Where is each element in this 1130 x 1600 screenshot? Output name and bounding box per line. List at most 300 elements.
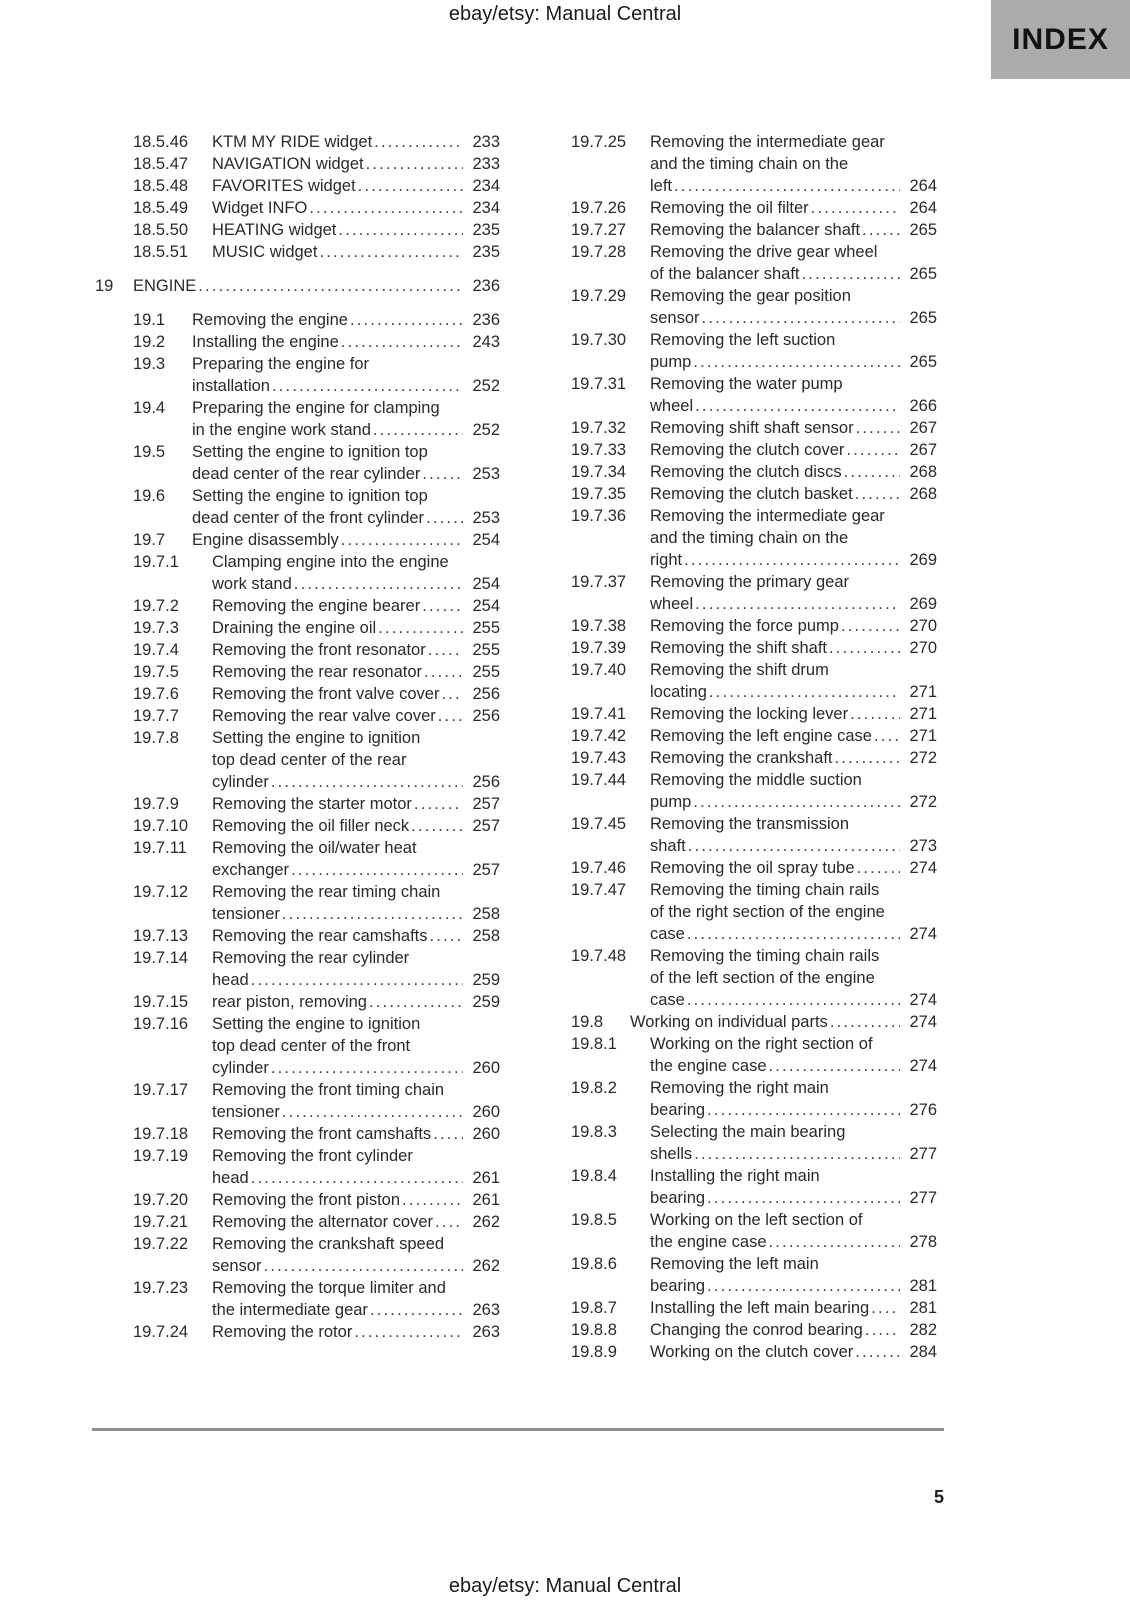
toc-entry-number: 18.5.49	[133, 199, 189, 217]
toc-dot-leader	[414, 793, 463, 815]
toc-page-number: 265	[909, 265, 937, 283]
toc-dot-leader	[251, 1167, 463, 1189]
toc-page-number: 263	[472, 1323, 500, 1341]
toc-entry	[95, 1233, 500, 1277]
toc-page-number: 255	[472, 619, 500, 637]
toc-entry-title-line: installation	[192, 377, 270, 395]
toc-entry-title	[212, 1189, 500, 1211]
toc-entry-number: 19.7.46	[571, 859, 627, 877]
toc-entry	[95, 219, 500, 241]
toc-entry-number: 19.1	[133, 311, 166, 329]
toc-entry-number: 19.7.42	[571, 727, 627, 745]
toc-page-number: 276	[909, 1101, 937, 1119]
toc-entry-title	[212, 705, 500, 727]
toc-entry-title	[650, 241, 937, 285]
toc-entry-title	[192, 529, 500, 551]
toc-page-number: 281	[909, 1299, 937, 1317]
toc-page-number: 265	[909, 309, 937, 327]
toc-entry-title	[212, 1079, 500, 1123]
toc-entry	[95, 617, 500, 639]
toc-page-number: 274	[909, 925, 937, 943]
toc-entry-number: 18.5.47	[133, 155, 189, 173]
toc-dot-leader	[769, 1231, 900, 1253]
toc-entry-number: 19.4	[133, 399, 166, 417]
toc-page-number: 274	[909, 859, 937, 877]
toc-entry-number: 19.7.48	[571, 947, 627, 965]
toc-entry	[95, 815, 500, 837]
toc-page-number: 266	[909, 397, 937, 415]
toc-entry-title-line: and the timing chain on the	[650, 155, 849, 173]
toc-entry-title	[650, 1319, 937, 1341]
toc-entry-number: 19.7.28	[571, 243, 627, 261]
toc-entry	[571, 219, 937, 241]
toc-entry-title	[212, 219, 500, 241]
toc-entry	[571, 131, 937, 197]
toc-entry-number: 19.7.45	[571, 815, 627, 833]
toc-dot-leader	[830, 1011, 900, 1033]
toc-dot-leader	[871, 1297, 900, 1319]
toc-entry-title-line: the intermediate gear	[212, 1301, 368, 1319]
toc-entry	[95, 727, 500, 793]
toc-entry-number: 18.5.46	[133, 133, 189, 151]
toc-entry	[95, 197, 500, 219]
toc-entry	[95, 485, 500, 529]
toc-page-number: 278	[909, 1233, 937, 1251]
toc-entry-title-line: Removing the intermediate gear	[650, 507, 885, 525]
toc-dot-leader	[695, 395, 900, 417]
toc-entry-number: 19.7.7	[133, 707, 179, 725]
toc-entry	[571, 1077, 937, 1121]
toc-dot-leader	[424, 661, 463, 683]
toc-entry-number: 19.7.17	[133, 1081, 189, 1099]
toc-dot-leader	[694, 1143, 900, 1165]
toc-entry-title-line: of the right section of the engine	[650, 903, 885, 921]
toc-dot-leader	[693, 791, 900, 813]
toc-entry-title-line: Removing the starter motor	[212, 795, 412, 813]
toc-entry-title-line: Removing the rotor	[212, 1323, 353, 1341]
toc-dot-leader	[354, 1321, 463, 1343]
toc-dot-leader	[426, 507, 463, 529]
toc-entry	[571, 1253, 937, 1297]
toc-entry	[571, 945, 937, 1011]
toc-entry-title	[650, 373, 937, 417]
toc-entry	[571, 461, 937, 483]
toc-entry-title-line: Removing the torque limiter and	[212, 1279, 446, 1297]
toc-entry-title-line: Removing the rear timing chain	[212, 883, 441, 901]
toc-entry-title	[212, 153, 500, 175]
toc-entry	[95, 991, 500, 1013]
toc-entry-title	[212, 175, 500, 197]
toc-page-number: 284	[909, 1343, 937, 1361]
toc-page-number: 254	[472, 597, 500, 615]
toc-dot-leader	[811, 197, 900, 219]
toc-dot-leader	[707, 1187, 900, 1209]
toc-entry-title	[650, 461, 937, 483]
toc-entry-title-line: left	[650, 177, 673, 195]
toc-entry-title-line: Removing the rear resonator	[212, 663, 423, 681]
toc-entry-title	[650, 1253, 937, 1297]
toc-entry-title-line: exchanger	[212, 861, 290, 879]
toc-entry-title-line: Removing the rear cylinder	[212, 949, 410, 967]
toc-page-number: 253	[472, 509, 500, 527]
toc-entry-title-line: ENGINE	[133, 277, 197, 295]
toc-entry-number: 19.7.38	[571, 617, 627, 635]
toc-entry-number: 19.8.1	[571, 1035, 617, 1053]
toc-dot-leader	[264, 1255, 463, 1277]
toc-entry-title-line: Widget INFO	[212, 199, 308, 217]
toc-entry-title-line: KTM MY RIDE widget	[212, 133, 373, 151]
toc-entry-title	[192, 309, 500, 331]
toc-entry-title-line: Removing the left engine case	[650, 727, 872, 745]
toc-dot-leader	[358, 175, 463, 197]
toc-entry	[95, 925, 500, 947]
toc-dot-leader	[411, 815, 463, 837]
toc-entry-title-line: Working on the left section of	[650, 1211, 863, 1229]
toc-entry-number: 19.7.22	[133, 1235, 189, 1253]
toc-entry	[95, 1211, 500, 1233]
toc-entry-title	[192, 331, 500, 353]
toc-entry	[571, 373, 937, 417]
toc-entry-title-line: and the timing chain on the	[650, 529, 849, 547]
toc-entry-title-line: Removing the shift drum	[650, 661, 829, 679]
toc-page-number: 260	[472, 1103, 500, 1121]
toc-dot-leader	[198, 275, 463, 297]
toc-entry-number: 19.6	[133, 487, 166, 505]
toc-entry-title	[650, 945, 937, 1011]
toc-dot-leader	[841, 615, 900, 637]
toc-entry	[95, 1145, 500, 1189]
toc-entry-number: 19.7.9	[133, 795, 179, 813]
toc-entry	[571, 615, 937, 637]
toc-dot-leader	[282, 1101, 463, 1123]
toc-entry-title-line: Removing the left main	[650, 1255, 819, 1273]
toc-entry-title	[650, 1209, 937, 1253]
toc-page-number: 243	[472, 333, 500, 351]
toc-entry-number: 19.7.19	[133, 1147, 189, 1165]
toc-entry-title-line: the engine case	[650, 1233, 767, 1251]
toc-entry-title	[650, 197, 937, 219]
toc-dot-leader	[707, 1275, 900, 1297]
page-number: 5	[933, 1487, 944, 1507]
toc-entry-title-line: cylinder	[212, 773, 269, 791]
toc-page-number: 256	[472, 773, 500, 791]
toc-entry-title-line: Removing the front timing chain	[212, 1081, 445, 1099]
toc-entry-title-line: in the engine work stand	[192, 421, 371, 439]
toc-entry-title-line: Removing the water pump	[650, 375, 843, 393]
toc-entry-title-line: wheel	[650, 397, 694, 415]
toc-entry-title-line: pump	[650, 353, 692, 371]
toc-entry	[571, 857, 937, 879]
toc-entry-title-line: Removing the primary gear	[650, 573, 849, 591]
toc-entry-title-line: Removing the front resonator	[212, 641, 426, 659]
toc-entry-title	[630, 1011, 937, 1033]
toc-entry	[571, 483, 937, 505]
toc-entry-number: 19.7.20	[133, 1191, 189, 1209]
toc-dot-leader	[844, 461, 900, 483]
toc-entry-title	[212, 1013, 500, 1079]
toc-entry-title-line: Setting the engine to ignition	[212, 729, 421, 747]
toc-dot-leader	[438, 705, 463, 727]
toc-dot-leader	[422, 595, 463, 617]
toc-dot-leader	[319, 241, 463, 263]
toc-entry-title-line: case	[650, 991, 685, 1009]
toc-entry	[571, 725, 937, 747]
toc-page-number: 233	[472, 155, 500, 173]
toc-entry-number: 19.7.10	[133, 817, 189, 835]
toc-entry	[95, 595, 500, 617]
toc-page-number: 263	[472, 1301, 500, 1319]
toc-entry-title-line: Setting the engine to ignition	[212, 1015, 421, 1033]
toc-entry	[571, 571, 937, 615]
toc-page-number: 256	[472, 707, 500, 725]
toc-entry-title-line: wheel	[650, 595, 694, 613]
toc-entry-title-line: Removing the front cylinder	[212, 1147, 413, 1165]
toc-entry-number: 19.7.3	[133, 619, 179, 637]
toc-entry	[95, 947, 500, 991]
toc-page-number: 260	[472, 1125, 500, 1143]
toc-entry-title	[650, 725, 937, 747]
toc-dot-leader	[350, 309, 463, 331]
toc-entry-title-line: dead center of the front cylinder	[192, 509, 425, 527]
toc-entry	[571, 329, 937, 373]
toc-page-number: 277	[909, 1189, 937, 1207]
toc-entry-title-line: HEATING widget	[212, 221, 337, 239]
toc-page-number: 274	[909, 1013, 937, 1031]
toc-dot-leader	[856, 417, 900, 439]
toc-entry-number: 19.7.33	[571, 441, 627, 459]
toc-entry	[571, 637, 937, 659]
toc-entry	[95, 309, 500, 331]
toc-entry	[95, 1123, 500, 1145]
toc-dot-leader	[341, 331, 463, 353]
toc-entry-title-line: Removing the force pump	[650, 617, 839, 635]
toc-entry-number: 19.8.4	[571, 1167, 617, 1185]
toc-entry-number: 19.7.30	[571, 331, 627, 349]
toc-entry-title	[192, 397, 500, 441]
toc-page-number: 235	[472, 221, 500, 239]
toc-entry-number: 19.7.4	[133, 641, 179, 659]
toc-entry-number: 19.7.25	[571, 133, 627, 151]
toc-entry	[571, 241, 937, 285]
toc-entry-title-line: Removing the engine	[192, 311, 348, 329]
toc-entry-title-line: bearing	[650, 1189, 706, 1207]
toc-entry-title	[650, 1165, 937, 1209]
toc-entry-title-line: pump	[650, 793, 692, 811]
toc-entry-title-line: Removing the locking lever	[650, 705, 849, 723]
toc-entry-number: 19.8	[571, 1013, 604, 1031]
toc-entry-title-line: FAVORITES widget	[212, 177, 356, 195]
toc-entry-number: 19.7.43	[571, 749, 627, 767]
index-tab	[991, 0, 1130, 79]
toc-entry-number: 19.3	[133, 355, 166, 373]
toc-page-number: 252	[472, 421, 500, 439]
toc-entry	[571, 747, 937, 769]
toc-entry	[571, 703, 937, 725]
toc-page-number: 268	[909, 485, 937, 503]
toc-entry-title	[212, 639, 500, 661]
toc-entry-title-line: MUSIC widget	[212, 243, 318, 261]
toc-entry-title	[650, 1033, 937, 1077]
toc-entry	[95, 331, 500, 353]
toc-entry-title-line: Removing the crankshaft speed	[212, 1235, 445, 1253]
toc-entry-title-line: the engine case	[650, 1057, 767, 1075]
toc-entry	[95, 1013, 500, 1079]
toc-page-number: 271	[909, 705, 937, 723]
toc-page-number: 271	[909, 727, 937, 745]
toc-entry-title-line: Removing the clutch basket	[650, 485, 853, 503]
toc-entry-title	[650, 1341, 937, 1363]
toc-dot-leader	[441, 683, 463, 705]
toc-entry	[571, 659, 937, 703]
toc-entry-title-line: Removing the middle suction	[650, 771, 862, 789]
toc-entry-number: 19.7.26	[571, 199, 627, 217]
toc-entry-title-line: Preparing the engine for clamping	[192, 399, 440, 417]
toc-entry-title-line: head	[212, 971, 249, 989]
toc-entry-number: 19.7.8	[133, 729, 179, 747]
toc-entry-title	[650, 637, 937, 659]
toc-entry	[571, 439, 937, 461]
toc-entry-number: 19.8.7	[571, 1299, 617, 1317]
toc-entry-title-line: Removing the left suction	[650, 331, 836, 349]
toc-page-number: 255	[472, 663, 500, 681]
toc-page-number: 264	[909, 199, 937, 217]
toc-page-number: 259	[472, 993, 500, 1011]
toc-entry-title	[212, 551, 500, 595]
toc-entry-title-line: Selecting the main bearing	[650, 1123, 846, 1141]
toc-entry-title-line: Removing the timing chain rails	[650, 947, 880, 965]
toc-entry-title-line: of the balancer shaft	[650, 265, 800, 283]
toc-entry	[95, 551, 500, 595]
toc-entry	[571, 1209, 937, 1253]
toc-page-number: 236	[472, 277, 500, 295]
toc-page-number: 269	[909, 551, 937, 569]
toc-entry-title	[650, 329, 937, 373]
toc-entry	[571, 1297, 937, 1319]
toc-dot-leader	[338, 219, 463, 241]
toc-page-number: 252	[472, 377, 500, 395]
toc-entry	[571, 1165, 937, 1209]
toc-entry-number: 19.7.34	[571, 463, 627, 481]
toc-entry-title-line: Removing the oil/water heat	[212, 839, 417, 857]
toc-page-number: 234	[472, 177, 500, 195]
toc-dot-leader	[272, 375, 463, 397]
toc-dot-leader	[271, 1057, 463, 1079]
toc-entry-title-line: Removing the timing chain rails	[650, 881, 880, 899]
toc-page-number: 258	[472, 927, 500, 945]
toc-entry-number: 19.7.23	[133, 1279, 189, 1297]
toc-page-number: 264	[909, 177, 937, 195]
toc-entry-number: 19.8.6	[571, 1255, 617, 1273]
toc-entry-title	[650, 219, 937, 241]
toc-dot-leader	[374, 131, 463, 153]
toc-page-number: 261	[472, 1191, 500, 1209]
toc-entry	[95, 683, 500, 705]
toc-entry	[95, 175, 500, 197]
toc-entry-title	[212, 617, 500, 639]
toc-entry-number: 19.7.15	[133, 993, 189, 1011]
toc-page-number: 236	[472, 311, 500, 329]
toc-page-number: 282	[909, 1321, 937, 1339]
toc-entry-title	[650, 857, 937, 879]
toc-entry-title-line: Removing the balancer shaft	[650, 221, 861, 239]
toc-entry-title	[650, 505, 937, 571]
toc-entry-number: 19.7.13	[133, 927, 189, 945]
toc-entry-number: 19.8.9	[571, 1343, 617, 1361]
toc-entry-title	[212, 1145, 500, 1189]
toc-page-number: 253	[472, 465, 500, 483]
toc-page-number: 260	[472, 1059, 500, 1077]
toc-entry-title	[650, 615, 937, 637]
toc-page-number: 272	[909, 749, 937, 767]
toc-entry-number: 19.7.41	[571, 705, 627, 723]
toc-entry-title	[650, 813, 937, 857]
toc-entry-title-line: right	[650, 551, 683, 569]
toc-entry-number: 19.8.8	[571, 1321, 617, 1339]
toc-entry-title	[192, 353, 500, 397]
toc-entry-number: 19.7.35	[571, 485, 627, 503]
toc-entry-number: 19.7.16	[133, 1015, 189, 1033]
toc-entry-title	[192, 485, 500, 529]
toc-entry-number: 19.7.6	[133, 685, 179, 703]
toc-entry-title-line: tensioner	[212, 905, 280, 923]
toc-page-number: 274	[909, 991, 937, 1009]
toc-entry-title	[192, 441, 500, 485]
toc-entry-number: 19.7.14	[133, 949, 189, 967]
toc-entry	[571, 505, 937, 571]
toc-dot-leader	[687, 923, 900, 945]
toc-dot-leader	[294, 573, 463, 595]
toc-entry-title-line: Removing the front camshafts	[212, 1125, 432, 1143]
toc-page-number: 234	[472, 199, 500, 217]
toc-entry-title-line: Draining the engine oil	[212, 619, 377, 637]
toc-entry	[571, 879, 937, 945]
toc-entry-title	[650, 703, 937, 725]
toc-entry-number: 19.7.40	[571, 661, 627, 679]
toc-entry-number: 19.7.1	[133, 553, 179, 571]
toc-page-number: 268	[909, 463, 937, 481]
toc-entry-title	[212, 595, 500, 617]
toc-dot-leader	[373, 419, 463, 441]
toc-dot-leader	[341, 529, 463, 551]
toc-entry-title	[212, 925, 500, 947]
toc-entry-title-line: NAVIGATION widget	[212, 155, 364, 173]
toc-entry-title	[133, 275, 500, 297]
toc-entry	[95, 1189, 500, 1211]
toc-entry-title-line: Removing the clutch discs	[650, 463, 842, 481]
toc-entry-title	[212, 815, 500, 837]
toc-entry	[95, 275, 500, 297]
toc-entry	[95, 661, 500, 683]
toc-page-number: 254	[472, 575, 500, 593]
toc-entry-title	[650, 417, 937, 439]
toc-page-number: 273	[909, 837, 937, 855]
toc-entry-title	[212, 1321, 500, 1343]
toc-dot-leader	[433, 1123, 463, 1145]
toc-entry-title-line: Removing the crankshaft	[650, 749, 833, 767]
toc-entry-title	[212, 661, 500, 683]
toc-dot-leader	[857, 857, 900, 879]
toc-entry-title	[212, 683, 500, 705]
toc-dot-leader	[829, 637, 900, 659]
toc-entry-title-line: Engine disassembly	[192, 531, 339, 549]
toc-entry-number: 19.8.3	[571, 1123, 617, 1141]
toc-entry-number: 19.7.31	[571, 375, 627, 393]
toc-entry-title	[650, 879, 937, 945]
toc-entry-title-line: Preparing the engine for	[192, 355, 370, 373]
toc-entry-title-line: cylinder	[212, 1059, 269, 1077]
toc-page-number: 258	[472, 905, 500, 923]
toc-entry-number: 19.7.29	[571, 287, 627, 305]
